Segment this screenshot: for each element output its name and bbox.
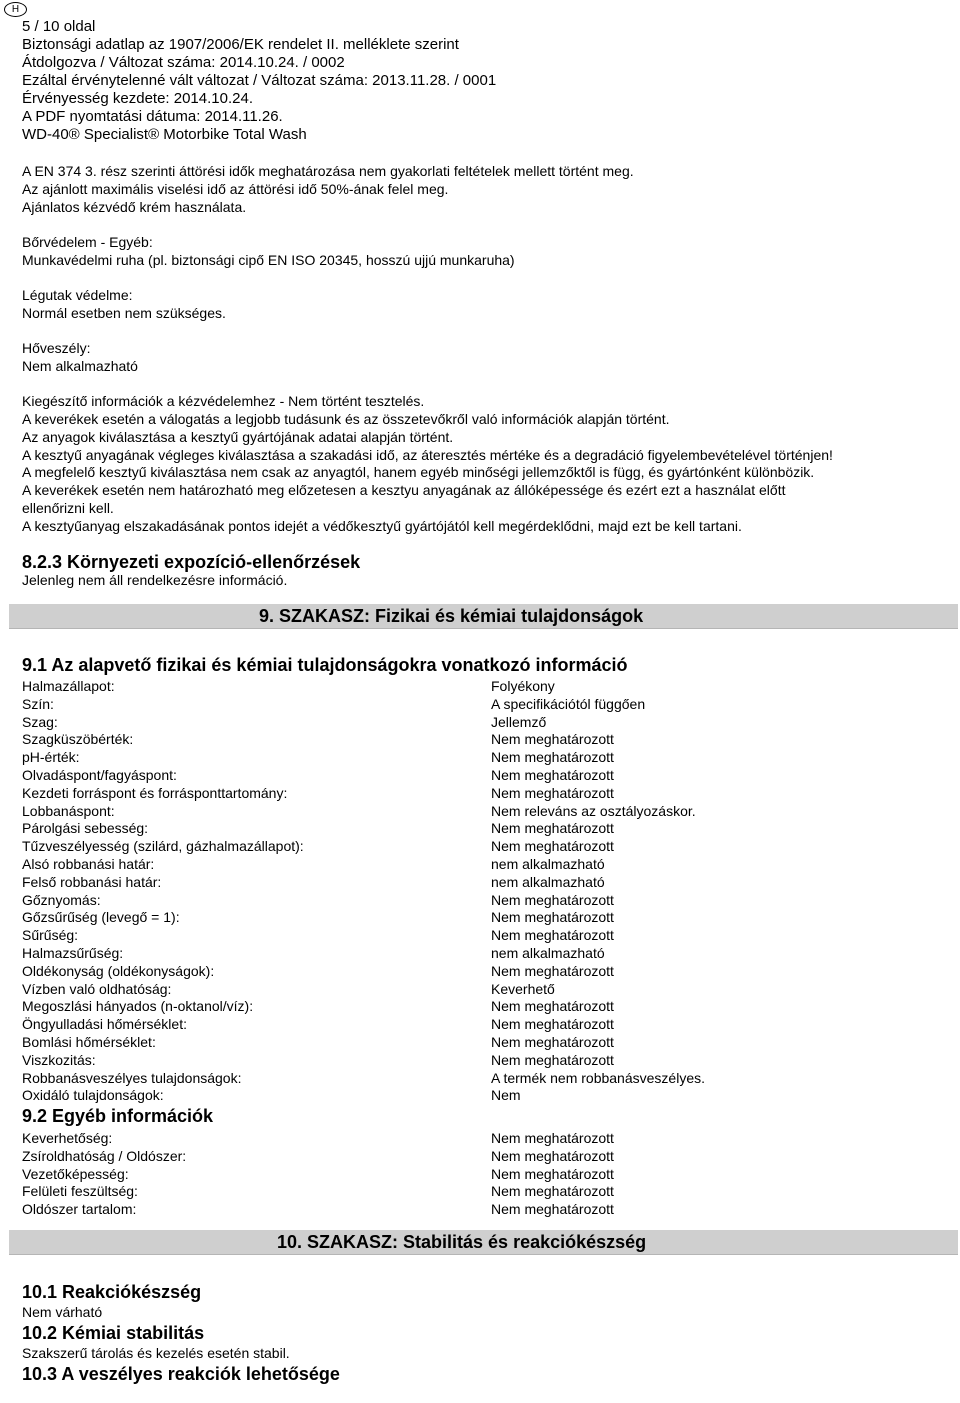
superseded-line: Ezáltal érvénytelenné vált változat / Változat száma: 2013.11.28. / 0001 bbox=[22, 72, 497, 89]
text-line: A kesztyű anyagának végleges kiválasztása a szakadási idő, az áteresztés mértéke és a degradáció figyelembevételével történjen! bbox=[22, 447, 833, 463]
property-value: nem alkalmazható bbox=[491, 856, 605, 872]
section-92-title: 9.2 Egyéb információk bbox=[22, 1106, 214, 1126]
property-label: Vízben való oldhatóság: bbox=[22, 980, 172, 997]
property-value: Nem meghatározott bbox=[491, 1201, 614, 1218]
property-label: Tűzveszélyesség (szilárd, gázhalmazállapot): bbox=[22, 838, 304, 855]
property-value: Nem meghatározott bbox=[491, 1130, 614, 1146]
property-label: Szag: bbox=[22, 713, 58, 730]
text-line: A EN 374 3. rész szerinti áttörési idők meghatározása nem gyakorlati feltételek mellett történt meg. bbox=[22, 163, 634, 179]
text-line: Nem alkalmazható bbox=[22, 358, 138, 374]
section-101-text: Nem várható bbox=[22, 1304, 103, 1320]
property-label: Párolgási sebesség: bbox=[22, 820, 149, 837]
section-9-bar bbox=[9, 604, 958, 629]
text-line: A kesztyűanyag elszakadásának pontos idejét a védőkesztyű gyártójától kell megérdeklődni, majd ezt be kell tartani. bbox=[22, 518, 742, 534]
property-label: Bomlási hőmérséklet: bbox=[22, 1034, 156, 1050]
section-10-bar bbox=[9, 1230, 958, 1255]
logo-icon: H bbox=[4, 2, 27, 17]
property-label: Oldószer tartalom: bbox=[22, 1201, 137, 1218]
valid-from-line: Érvényesség kezdete: 2014.10.24. bbox=[22, 90, 253, 107]
product-name: WD-40® Specialist® Motorbike Total Wash bbox=[22, 126, 307, 143]
text-line: Hőveszély: bbox=[22, 340, 91, 356]
property-label: Szagküszöbérték: bbox=[22, 731, 134, 748]
property-label: Gőznyomás: bbox=[22, 891, 101, 908]
text-line: Normál esetben nem szükséges. bbox=[22, 305, 226, 321]
property-label: Szín: bbox=[22, 695, 54, 712]
property-value: Nem releváns az osztályozáskor. bbox=[491, 802, 696, 819]
section-9-title: 9. SZAKASZ: Fizikai és kémiai tulajdonságok bbox=[259, 606, 644, 626]
print-date-line: A PDF nyomtatási dátuma: 2014.11.26. bbox=[22, 108, 283, 125]
text-line: Bőrvédelem - Egyéb: bbox=[22, 234, 153, 250]
property-value: Folyékony bbox=[491, 678, 555, 694]
section-10-title: 10. SZAKASZ: Stabilitás és reakciókészség bbox=[277, 1232, 647, 1252]
property-label: Sűrűség: bbox=[22, 927, 79, 944]
property-value: Nem meghatározott bbox=[491, 891, 614, 908]
text-line: Légutak védelme: bbox=[22, 287, 133, 303]
section-823-title: 8.2.3 Környezeti expozíció-ellenőrzések bbox=[22, 552, 361, 572]
property-value: Nem meghatározott bbox=[491, 767, 614, 783]
property-value: Nem meghatározott bbox=[491, 998, 614, 1015]
property-label: Viszkozitás: bbox=[22, 1051, 96, 1068]
revision-line: Átdolgozva / Változat száma: 2014.10.24. / 0002 bbox=[22, 54, 345, 71]
property-value: Nem meghatározott bbox=[491, 909, 614, 926]
property-value: nem alkalmazható bbox=[491, 873, 605, 890]
section-823-text: Jelenleg nem áll rendelkezésre információ. bbox=[22, 572, 288, 588]
property-label: Halmazsűrűség: bbox=[22, 945, 124, 961]
property-value: Keverhető bbox=[491, 980, 555, 997]
property-value: A termék nem robbanásveszélyes. bbox=[491, 1069, 705, 1086]
property-value: Jellemző bbox=[491, 713, 547, 730]
section-102-text: Szakszerű tárolás és kezelés esetén stabil. bbox=[22, 1345, 290, 1361]
property-value: Nem meghatározott bbox=[491, 749, 614, 766]
property-value: Nem meghatározott bbox=[491, 1147, 614, 1164]
property-value: Nem meghatározott bbox=[491, 927, 614, 944]
property-label: Öngyulladási hőmérséklet: bbox=[22, 1016, 187, 1033]
property-label: Robbanásveszélyes tulajdonságok: bbox=[22, 1069, 242, 1086]
text-line: Az anyagok kiválasztása a kesztyű gyártójának adatai alapján történt. bbox=[22, 429, 454, 445]
property-value: Nem bbox=[491, 1087, 521, 1104]
property-value: Nem meghatározott bbox=[491, 731, 614, 748]
text-line: ellenőrizni kell. bbox=[22, 500, 114, 516]
text-line: Kiegészítő információk a kézvédelemhez - Nem történt tesztelés. bbox=[22, 393, 425, 409]
section-102-title: 10.2 Kémiai stabilitás bbox=[22, 1323, 205, 1343]
property-value: nem alkalmazható bbox=[491, 945, 605, 961]
regulation-line: Biztonsági adatlap az 1907/2006/EK rendelet II. melléklete szerint bbox=[22, 36, 459, 53]
property-label: Megoszlási hányados (n-oktanol/víz): bbox=[22, 998, 254, 1015]
property-label: Oxidáló tulajdonságok: bbox=[22, 1087, 164, 1104]
page-number: 5 / 10 oldal bbox=[22, 18, 96, 35]
property-label: Halmazállapot: bbox=[22, 678, 115, 694]
section-101-title: 10.1 Reakciókészség bbox=[22, 1282, 202, 1302]
property-value: Nem meghatározott bbox=[491, 1051, 614, 1068]
property-label: Keverhetőség: bbox=[22, 1130, 113, 1146]
property-label: Oldékonyság (oldékonyságok): bbox=[22, 962, 215, 979]
property-label: Felső robbanási határ: bbox=[22, 873, 162, 890]
property-value: Nem meghatározott bbox=[491, 1165, 614, 1182]
section-103-title: 10.3 A veszélyes reakciók lehetősége bbox=[22, 1364, 340, 1384]
text-line: A keverékek esetén nem határozható meg előzetesen a kesztyu anyagának az állóképessége és ezért ezt a használat előtt bbox=[22, 482, 786, 498]
text-line: A keverékek esetén a válogatás a legjobb tudásunk és az összetevőkről való információk alapján történt. bbox=[22, 411, 670, 427]
property-label: Felületi feszültség: bbox=[22, 1183, 138, 1200]
property-label: Vezetőképesség: bbox=[22, 1165, 129, 1182]
property-value: Nem meghatározott bbox=[491, 820, 614, 837]
property-label: pH-érték: bbox=[22, 749, 80, 766]
text-line: A megfelelő kesztyű kiválasztása nem csak az anyagtól, hanem egyéb minőségi jellemzőktől is függ, és gyártónként különbözik. bbox=[22, 464, 815, 480]
property-label: Olvadáspont/fagyáspont: bbox=[22, 767, 177, 783]
property-value: A specifikációtól függően bbox=[491, 695, 646, 712]
text-line: Munkavédelmi ruha (pl. biztonsági cipő EN ISO 20345, hosszú ujjú munkaruha) bbox=[22, 252, 515, 268]
property-value: Nem meghatározott bbox=[491, 838, 614, 855]
property-value: Nem meghatározott bbox=[491, 784, 614, 801]
property-label: Alsó robbanási határ: bbox=[22, 856, 155, 872]
property-value: Nem meghatározott bbox=[491, 962, 614, 979]
property-label: Kezdeti forráspont és forrásponttartomány: bbox=[22, 784, 288, 801]
property-label: Zsíroldhatóság / Oldószer: bbox=[22, 1147, 187, 1164]
text-line: Az ajánlott maximális viselési idő az áttörési idő 50%-ának felel meg. bbox=[22, 181, 449, 197]
property-value: Nem meghatározott bbox=[491, 1183, 614, 1200]
property-value: Nem meghatározott bbox=[491, 1034, 614, 1050]
section-91-title: 9.1 Az alapvető fizikai és kémiai tulajdonságokra vonatkozó információ bbox=[22, 655, 628, 675]
text-line: Ajánlatos kézvédő krém használata. bbox=[22, 199, 247, 215]
property-value: Nem meghatározott bbox=[491, 1016, 614, 1033]
property-label: Gőzsűrűség (levegő = 1): bbox=[22, 909, 180, 926]
property-label: Lobbanáspont: bbox=[22, 802, 115, 819]
